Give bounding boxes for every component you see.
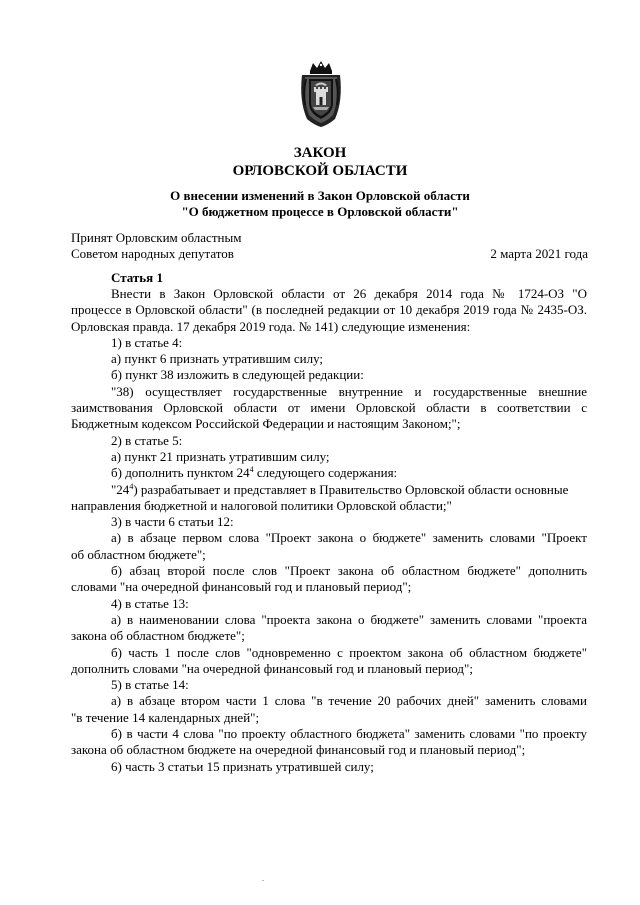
adoption-block xyxy=(71,230,591,262)
article-line: а) пункт 21 признать утратившим силу; xyxy=(111,448,330,464)
article-line: 3) в части 6 статьи 12: xyxy=(111,514,234,530)
article-line-text: ) разрабатывает и представляет в Правительство Орловской области основные xyxy=(133,481,569,497)
article-line-text: б) дополнить пунктом 24 xyxy=(111,465,250,481)
document-region: ОРЛОВСКОЙ ОБЛАСТИ xyxy=(232,163,408,179)
article-line-text: "24 xyxy=(111,481,130,497)
article-line: а) в абзаце втором части 1 слова "в течение 20 рабочих дней" заменить словами xyxy=(111,693,587,709)
article-line: 6) часть 3 статьи 15 признать утратившей силу; xyxy=(111,758,374,774)
article-line: Орловская правда. 17 декабря 2019 года. № 141) следующие изменения: xyxy=(71,318,471,334)
document-title: ЗАКОН xyxy=(293,145,347,161)
article-line: закона об областном бюджете"; xyxy=(71,628,245,644)
law-subject-line-1: О внесении изменений в Закон Орловской области xyxy=(170,188,470,203)
article-line xyxy=(71,465,587,481)
article-body xyxy=(71,270,587,775)
article-line: процессе в Орловской области" (в последней редакции от 10 декабря 2019 года № 2435-ОЗ. xyxy=(71,302,587,318)
article-line-text: следующего содержания: xyxy=(253,465,398,481)
article-line: 4) в статье 13: xyxy=(111,595,189,611)
article-line: б) в части 4 слова "по проекту областного бюджета" заменить словами "по проекту xyxy=(111,726,587,742)
article-line: 2) в статье 5: xyxy=(111,432,183,448)
article-line: а) в абзаце первом слова "Проект закона о бюджете" заменить словами "Проект xyxy=(111,530,587,546)
article-line: а) пункт 6 признать утратившим силу; xyxy=(111,351,324,367)
article-line: Бюджетным кодексом Российской Федерации и настоящим Законом;"; xyxy=(71,416,461,432)
adoption-date: 2 марта 2021 года xyxy=(490,246,588,261)
article-line: б) пункт 38 изложить в следующей редакции: xyxy=(111,367,364,383)
article-line: заимствования Орловской области от имени Орловской области в соответствии с xyxy=(71,400,587,416)
adopted-by-line-2: Советом народных депутатов xyxy=(71,246,234,261)
article-lines xyxy=(71,286,587,775)
article-line: 5) в статье 14: xyxy=(111,677,189,693)
article-line: дополнить словами "на очередной финансовый год и плановый период"; xyxy=(71,660,473,676)
superscript-index: 4 xyxy=(129,481,134,491)
article-line: закона об областном бюджете на очередной финансовый год и плановый период"; xyxy=(71,742,526,758)
law-subject-line-2: "О бюджетном процессе в Орловской области" xyxy=(181,204,459,219)
scan-speck xyxy=(262,880,264,881)
article-heading: Статья 1 xyxy=(111,270,163,285)
article-line: б) часть 1 после слов "одновременно с проектом закона об областном бюджете" xyxy=(111,644,587,660)
article-line: а) в наименовании слова "проекта закона о бюджете" заменить словами "проекта xyxy=(111,611,587,627)
article-line: "в течение 14 календарных дней"; xyxy=(71,709,260,725)
adoption-line-2 xyxy=(71,246,591,262)
article-line: Внести в Закон Орловской области от 26 декабря 2014 года № 1724-ОЗ "О xyxy=(111,286,587,301)
article-line: направления бюджетной и налоговой политики Орловской области;" xyxy=(71,497,452,513)
article-line: "38) осуществляет государственные внутренние и государственные внешние xyxy=(111,383,587,399)
article-line: об областном бюджете"; xyxy=(71,546,206,562)
article-line: словами "на очередной финансовый год и плановый период"; xyxy=(71,579,412,595)
article-line: 1) в статье 4: xyxy=(111,334,183,350)
adopted-by-line-1: Принят Орловским областным xyxy=(71,230,242,245)
superscript-index: 4 xyxy=(249,465,254,475)
coat-of-arms-emblem xyxy=(299,61,343,127)
article-line xyxy=(71,482,587,498)
article-line: б) абзац второй после слов "Проект закона об областном бюджете" дополнить xyxy=(111,563,587,579)
adoption-line-1 xyxy=(71,230,591,246)
